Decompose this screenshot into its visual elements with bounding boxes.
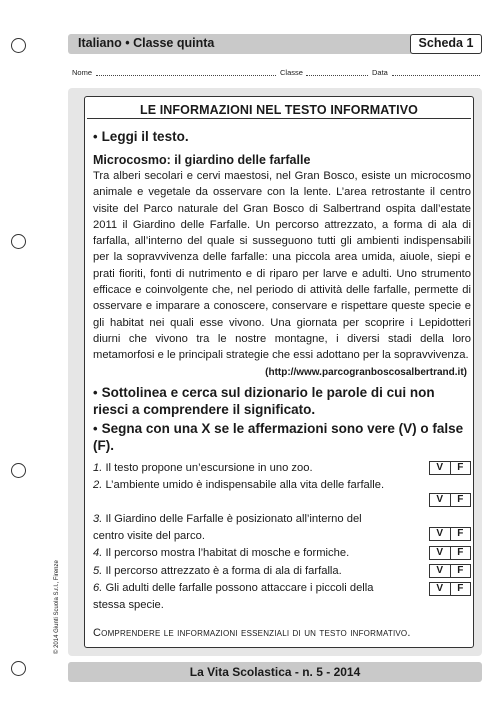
true-false-box[interactable] bbox=[429, 461, 471, 475]
instruction-dictionary bbox=[93, 384, 471, 418]
binder-hole bbox=[11, 661, 26, 676]
statement-item: 4. Il percorso mostra l’habitat di mosche e formiche. bbox=[93, 547, 350, 559]
false-option[interactable]: F bbox=[450, 528, 471, 540]
class-field[interactable] bbox=[306, 75, 368, 76]
subject-title: Italiano • Classe quinta bbox=[78, 36, 215, 50]
instruction-dictionary-text: Sottolinea e cerca sul dizionario le parole di cui non riesci a comprendere il significato. bbox=[93, 385, 435, 417]
false-option[interactable]: F bbox=[450, 583, 471, 595]
true-option[interactable]: V bbox=[436, 528, 444, 539]
instruction-true-false-text: Segna con una X se le affermazioni sono vere (V) o false (F). bbox=[93, 421, 464, 453]
true-option[interactable]: V bbox=[436, 565, 444, 576]
statement-item: 1. Il testo propone un’escursione in uno zoo. bbox=[93, 462, 313, 474]
instruction-true-false bbox=[93, 420, 471, 454]
false-option[interactable]: F bbox=[450, 565, 471, 577]
statement-item: 6. Gli adulti delle farfalle possono attaccare i piccoli della stessa specie. bbox=[93, 582, 374, 611]
statement-item: 5. Il percorso attrezzato è a forma di ala di farfalla. bbox=[93, 565, 342, 577]
reading-passage: Tra alberi secolari e cervi maestosi, nel Gran Bosco, esiste un microcosmo animale e vegetale da osservare con la lente. L’area retrostante il centro visite del Parco naturale del Gran Bosco di Salbertrand ospita dall’estate 2011 il Giardino delle Farfalle. Un percorso attrezzato, a forma di ala di farfalla, all’interno del quale si susseguono tutti gli ambienti indispensabili per la sopravvivenza delle farfalle: una piccola area umida, aiuole, siepi e prati fioriti, fonti di nutrimento e di riparo per larve e adulti. Uno strumento efficace e coinvolgente che, nel periodo di attività delle farfalle, permette di osservare e imparare a conoscere, conservare e rispettare queste specie e gli habitat nei quali esse vivono. Una giornata per scoprire i Lepidotteri diurni che vivono tra le nostre montagne, i diversi stadi della loro metamorfosi e le principali strategie che essi adottano per la sopravvivenza. bbox=[93, 170, 471, 362]
name-field[interactable] bbox=[96, 75, 276, 76]
false-option[interactable]: F bbox=[450, 462, 471, 474]
date-field[interactable] bbox=[392, 75, 480, 76]
bullet-icon: • bbox=[93, 385, 98, 400]
instruction-read bbox=[93, 128, 471, 145]
learning-objective: Comprendere le informazioni essenziali di un testo informativo. bbox=[93, 627, 411, 639]
true-false-box[interactable] bbox=[429, 546, 471, 560]
statement-item: 3. Il Giardino delle Farfalle è posizionato all’interno del centro visite del parco. bbox=[93, 513, 362, 542]
true-option[interactable]: V bbox=[436, 547, 444, 558]
exercise-heading: LE INFORMAZIONI NEL TESTO INFORMATIVO bbox=[139, 103, 418, 117]
class-label: Classe bbox=[280, 68, 303, 77]
worksheet-number: Scheda 1 bbox=[410, 34, 482, 54]
text-title: Microcosmo: il giardino delle farfalle bbox=[93, 153, 311, 167]
binder-hole bbox=[11, 463, 26, 478]
statement-item: 2. L’ambiente umido è indispensabile alla vita delle farfalle. bbox=[93, 479, 385, 491]
source-link: (http://www.parcogranboscosalbertrand.it) bbox=[265, 367, 467, 378]
footer-bar: La Vita Scolastica - n. 5 - 2014 bbox=[68, 662, 482, 682]
header-bar bbox=[68, 34, 482, 54]
binder-hole bbox=[11, 38, 26, 53]
date-label: Data bbox=[372, 68, 388, 77]
exercise-card bbox=[84, 96, 474, 648]
true-false-box[interactable] bbox=[429, 493, 471, 507]
true-option[interactable]: V bbox=[436, 462, 444, 473]
copyright-notice: © 2014 Giunti Scuola S.r.l., Firenze bbox=[54, 560, 60, 654]
true-false-box[interactable] bbox=[429, 527, 471, 541]
false-option[interactable]: F bbox=[450, 494, 471, 506]
bullet-icon: • bbox=[93, 129, 98, 144]
instruction-read-text: Leggi il testo. bbox=[101, 129, 189, 144]
true-false-box[interactable] bbox=[429, 564, 471, 578]
false-option[interactable]: F bbox=[450, 547, 471, 559]
name-label: Nome bbox=[72, 68, 93, 77]
true-option[interactable]: V bbox=[436, 583, 444, 594]
bullet-icon: • bbox=[93, 421, 98, 436]
heading-divider bbox=[87, 118, 471, 119]
student-info-line bbox=[72, 68, 482, 80]
true-false-box[interactable] bbox=[429, 582, 471, 596]
true-option[interactable]: V bbox=[436, 494, 444, 505]
binder-hole bbox=[11, 234, 26, 249]
